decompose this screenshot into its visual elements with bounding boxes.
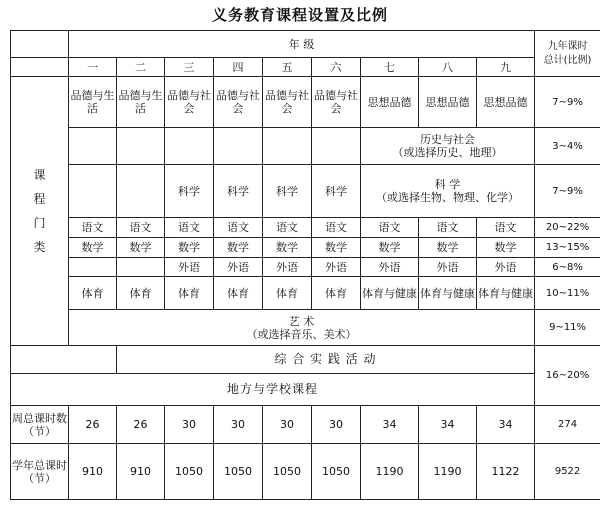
chinese-g7: 语文 [361,218,419,238]
history-blank-2 [117,128,165,165]
weekly-total: 274 [535,406,600,444]
foreign-g9: 外语 [477,258,535,277]
yearly-g1: 910 [69,444,117,500]
total-header-line2: 总计(比例) [543,54,592,66]
math-g8: 数学 [419,238,477,258]
math-ratio: 13~15% [535,238,600,258]
total-header [535,31,600,77]
practice-cell: 综 合 实 践 活 动 [117,346,535,374]
yearly-g4: 1050 [214,444,263,500]
moral-g1: 品德与生活 [69,77,117,128]
moral-g5: 品德与社会 [263,77,312,128]
corner-cell-lower [11,58,69,77]
weekly-g9: 34 [477,406,535,444]
foreign-blank-1 [69,258,117,277]
science-ratio: 7~9% [535,165,600,218]
pe-g6: 体育 [312,277,361,310]
pe-g4: 体育 [214,277,263,310]
grade-8: 八 [419,58,477,77]
weekly-g7: 34 [361,406,419,444]
science-g3: 科学 [165,165,214,218]
side-category-label [11,77,69,346]
foreign-g5: 外语 [263,258,312,277]
weekly-label: 周总课时数（节） [11,406,69,444]
math-g6: 数学 [312,238,361,258]
moral-g9: 思想品德 [477,77,535,128]
weekly-g3: 30 [165,406,214,444]
history-blank-3 [165,128,214,165]
yearly-g9: 1122 [477,444,535,500]
science-blank-1 [69,165,117,218]
yearly-g5: 1050 [263,444,312,500]
grade-2: 二 [117,58,165,77]
history-line2: （或选择历史、地理） [392,146,503,159]
chinese-g5: 语文 [263,218,312,238]
corner-cell [11,31,69,58]
grade-5: 五 [263,58,312,77]
yearly-g3: 1050 [165,444,214,500]
math-g5: 数学 [263,238,312,258]
yearly-label: 学年总课时（节） [11,444,69,500]
yearly-g6: 1050 [312,444,361,500]
grade-7: 七 [361,58,419,77]
foreign-g7: 外语 [361,258,419,277]
weekly-g1: 26 [69,406,117,444]
science-upper-line1: 科 学 [434,178,461,191]
grade-9: 九 [477,58,535,77]
chinese-g9: 语文 [477,218,535,238]
moral-g6: 品德与社会 [312,77,361,128]
history-line1: 历史与社会 [420,133,476,146]
foreign-g6: 外语 [312,258,361,277]
chinese-g3: 语文 [165,218,214,238]
grade-4: 四 [214,58,263,77]
art-ratio: 9~11% [535,310,600,346]
pe-ratio: 10~11% [535,277,600,310]
yearly-total: 9522 [535,444,600,500]
history-ratio: 3~4% [535,128,600,165]
grade-3: 三 [165,58,214,77]
moral-ratio: 7~9% [535,77,600,128]
art-line1: 艺 术 [288,314,315,328]
pe-g7: 体育与健康 [361,277,419,310]
pe-g9: 体育与健康 [477,277,535,310]
grade-header: 年 级 [69,31,535,58]
side-label-text: 课程门类 [33,168,46,254]
chinese-g4: 语文 [214,218,263,238]
page-title: 义务教育课程设置及比例 [211,6,388,24]
pe-g2: 体育 [117,277,165,310]
math-g2: 数学 [117,238,165,258]
weekly-g5: 30 [263,406,312,444]
foreign-g3: 外语 [165,258,214,277]
moral-g3: 品德与社会 [165,77,214,128]
yearly-g2: 910 [117,444,165,500]
math-g9: 数学 [477,238,535,258]
pe-g8: 体育与健康 [419,277,477,310]
art-line2: （或选择音乐、美术） [246,327,357,341]
math-g7: 数学 [361,238,419,258]
history-blank-1 [69,128,117,165]
weekly-g8: 34 [419,406,477,444]
foreign-g4: 外语 [214,258,263,277]
pe-g3: 体育 [165,277,214,310]
math-g3: 数学 [165,238,214,258]
chinese-g6: 语文 [312,218,361,238]
chinese-g1: 语文 [69,218,117,238]
science-upper [361,165,535,218]
yearly-g7: 1190 [361,444,419,500]
chinese-ratio: 20~22% [535,218,600,238]
foreign-blank-2 [117,258,165,277]
history-blank-5 [263,128,312,165]
pe-g5: 体育 [263,277,312,310]
history-blank-4 [214,128,263,165]
history-blank-6 [312,128,361,165]
weekly-g2: 26 [117,406,165,444]
pe-g1: 体育 [69,277,117,310]
total-header-line1: 九年课时 [547,40,588,52]
moral-g4: 品德与社会 [214,77,263,128]
yearly-g8: 1190 [419,444,477,500]
history-upper [361,128,535,165]
math-g4: 数学 [214,238,263,258]
science-g6: 科学 [312,165,361,218]
moral-g8: 思想品德 [419,77,477,128]
art-cell [69,310,535,346]
math-g1: 数学 [69,238,117,258]
grade-6: 六 [312,58,361,77]
weekly-g4: 30 [214,406,263,444]
grade-1: 一 [69,58,117,77]
moral-g7: 思想品德 [361,77,419,128]
science-g5: 科学 [263,165,312,218]
foreign-g8: 外语 [419,258,477,277]
practice-blank [11,346,117,374]
science-upper-line2: （或选择生物、物理、化学） [376,191,520,204]
chinese-g2: 语文 [117,218,165,238]
foreign-ratio: 6~8% [535,258,600,277]
curriculum-table [10,30,600,500]
local-ratio: 16~20% [535,346,600,406]
moral-g2: 品德与生活 [117,77,165,128]
local-cell: 地方与学校课程 [11,374,535,406]
weekly-g6: 30 [312,406,361,444]
science-g4: 科学 [214,165,263,218]
science-blank-2 [117,165,165,218]
chinese-g8: 语文 [419,218,477,238]
